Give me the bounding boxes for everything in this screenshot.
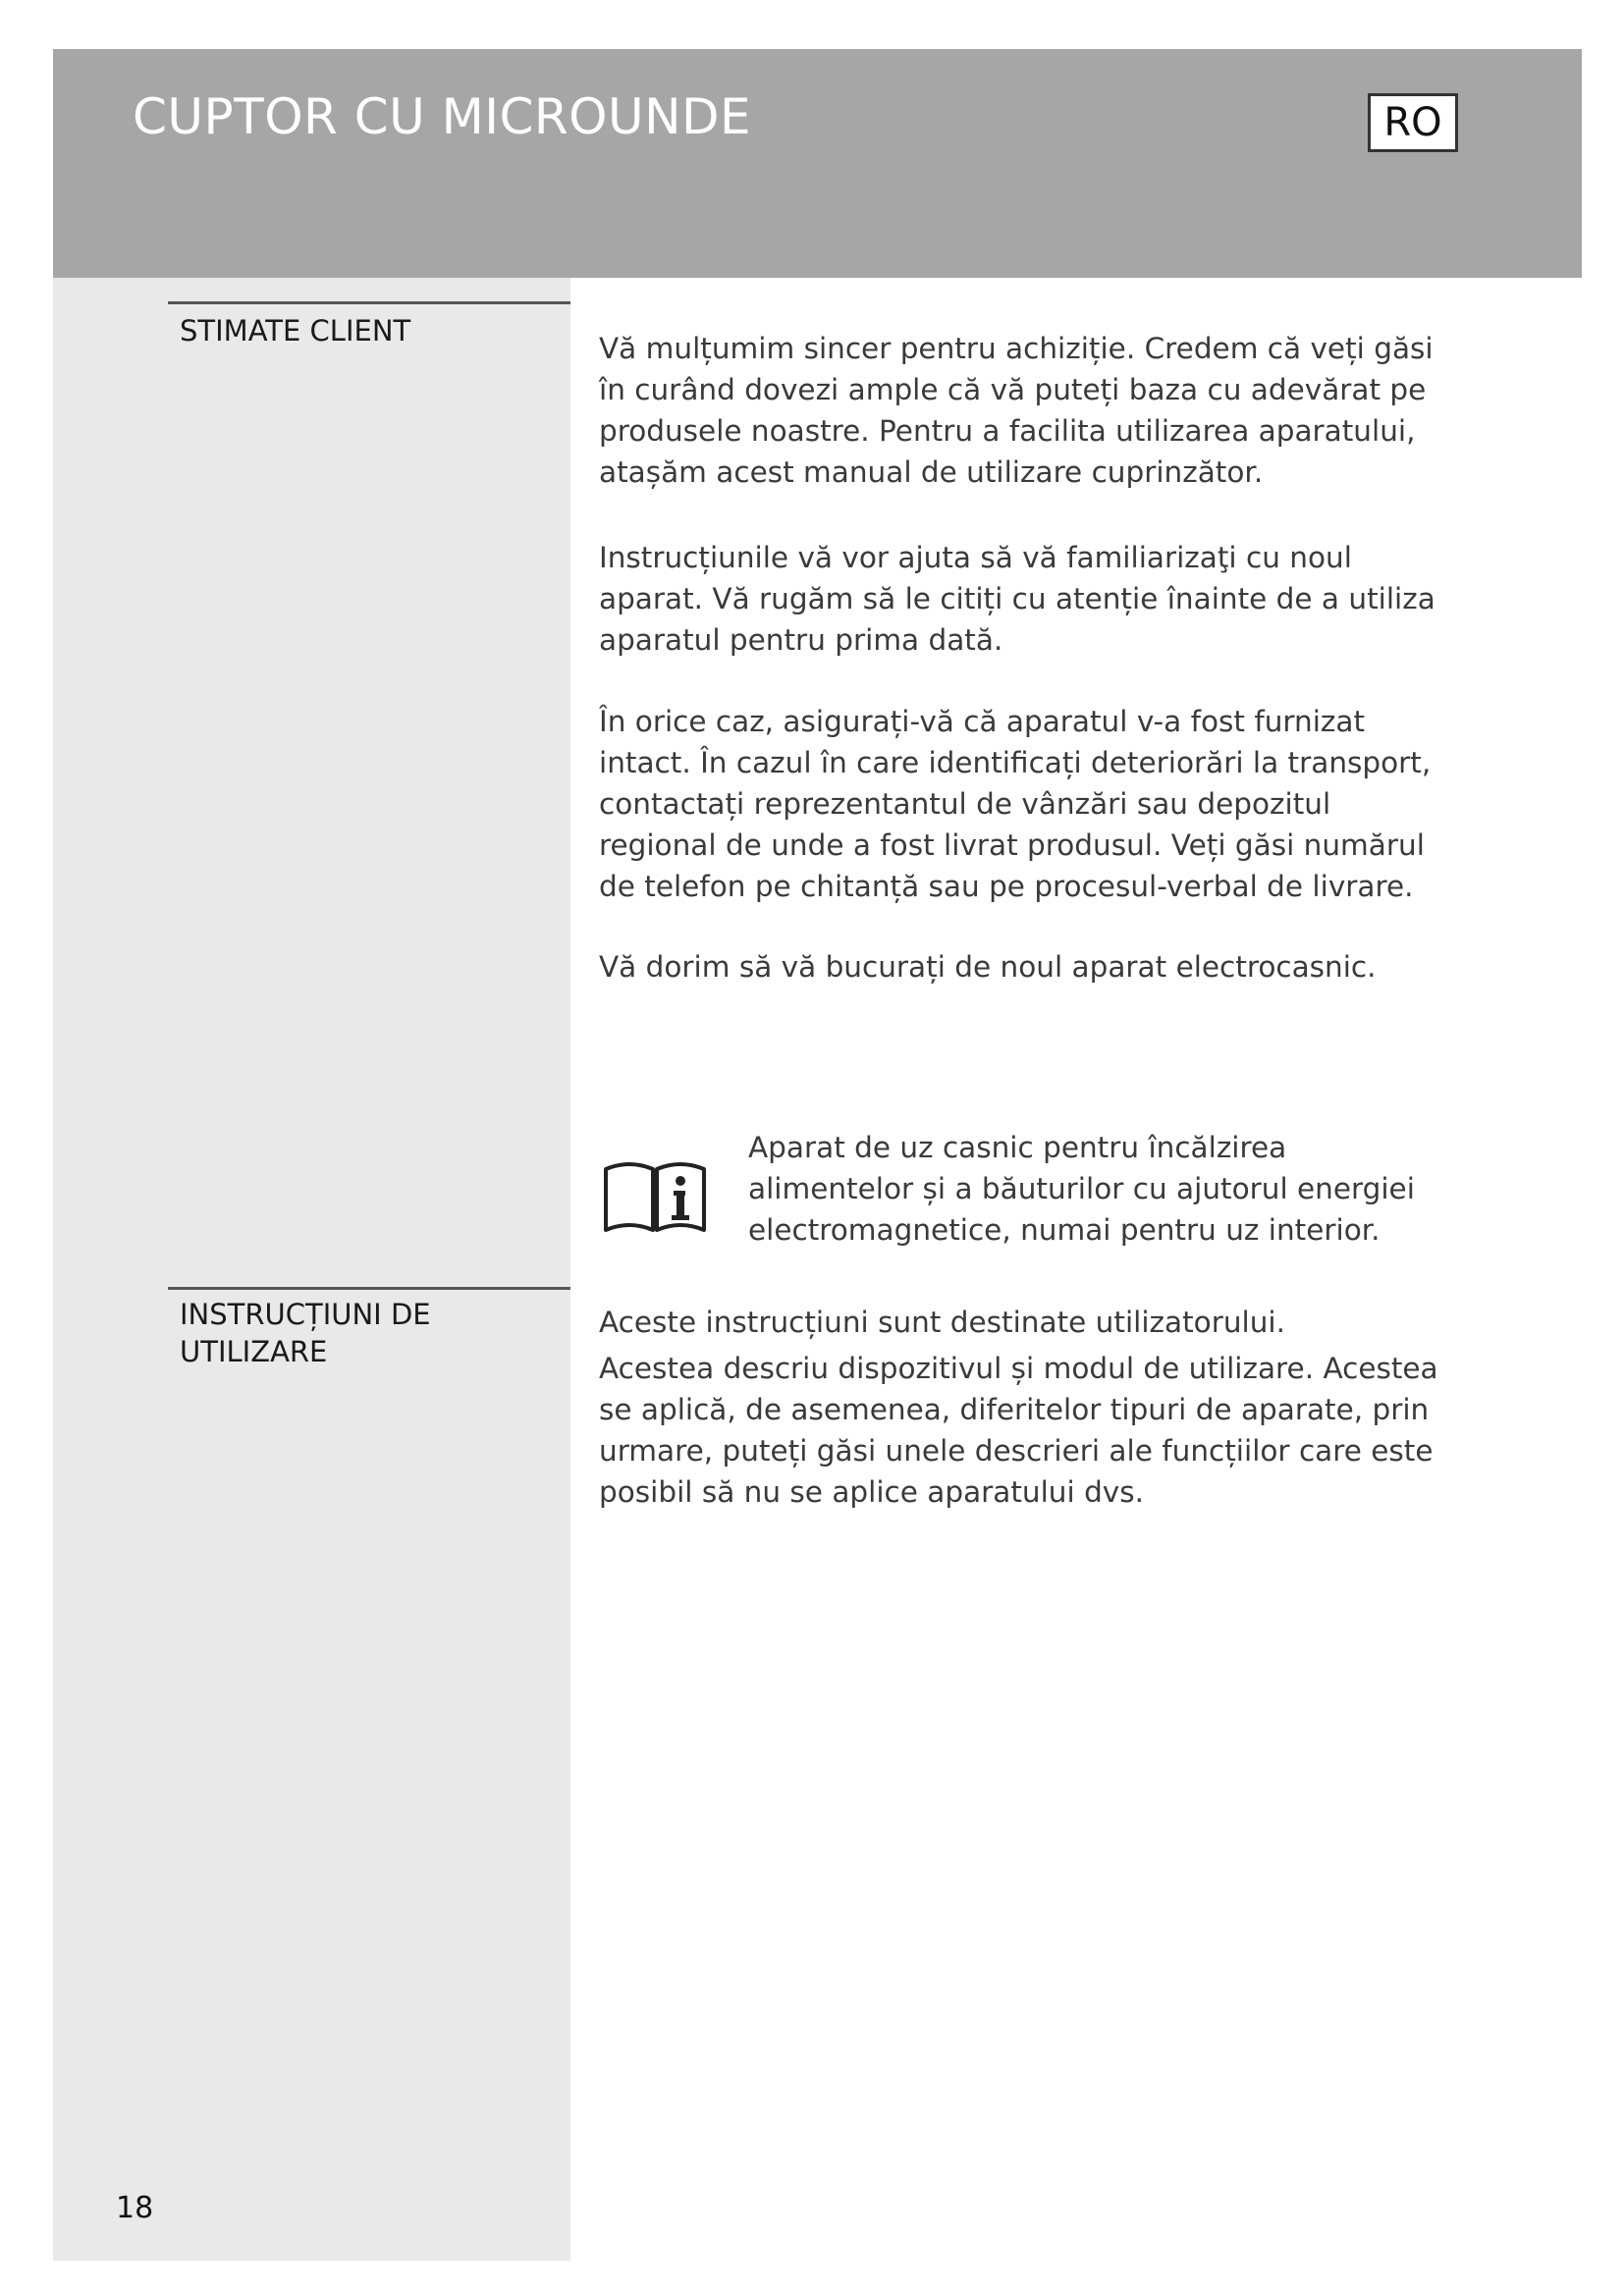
section-divider	[168, 1287, 570, 1290]
page-title: CUPTOR CU MICROUNDE	[133, 88, 752, 145]
section-heading-instructions-line2: UTILIZARE	[180, 1335, 328, 1368]
read-manual-info-icon	[602, 1155, 708, 1236]
header-banner	[53, 49, 1582, 278]
sidebar-column	[53, 278, 570, 2261]
paragraph-describes-device: Acestea descriu dispozitivul și modul de utilizare. Acestea se aplică, de asemenea, diferitelor tipuri de aparate, prin urmare, puteți găsi unele descrieri ale funcțiilor care este posibil să nu se aplice aparatului dvs.	[599, 1352, 1438, 1509]
info-note: Aparat de uz casnic pentru încălzirea alimentelor și a băuturilor cu ajutorul energiei electromagnetice, numai pentru uz interior.	[748, 1131, 1415, 1247]
paragraph-enjoy: Vă dorim să vă bucurați de noul aparat electrocasnic.	[599, 950, 1377, 984]
section-heading-dear-customer: STIMATE CLIENT	[180, 314, 411, 347]
paragraph-thanks: Vă mulțumim sincer pentru achiziție. Credem că veți găsi în curând dovezi ample că vă puteți baza cu adevărat pe produsele noastre. Pentru a facilita utilizarea aparatului, atașăm acest manual de utilizare cuprinzător.	[599, 332, 1434, 489]
section-divider	[168, 301, 570, 304]
page-number: 18	[116, 2191, 154, 2225]
section-heading-instructions: INSTRUCȚIUNI DE	[180, 1298, 431, 1331]
paragraph-intended-user: Aceste instrucțiuni sunt destinate utilizatorului.	[599, 1306, 1285, 1339]
language-badge: RO	[1368, 93, 1458, 152]
paragraph-instructions-help: Instrucțiunile vă vor ajuta să vă familiarizaţi cu noul aparat. Vă rugăm să le citiți cu atenție înainte de a utiliza aparatul pentru prima dată.	[599, 541, 1435, 657]
paragraph-delivery-check: În orice caz, asigurați-vă că aparatul v-a fost furnizat intact. În cazul în care identificați deteriorări la transport, contactați reprezentantul de vânzări sau depozitul regional de unde a fost livrat produsul. Veți găsi numărul de telefon pe chitanță sau pe procesul-verbal de livrare.	[599, 705, 1432, 903]
